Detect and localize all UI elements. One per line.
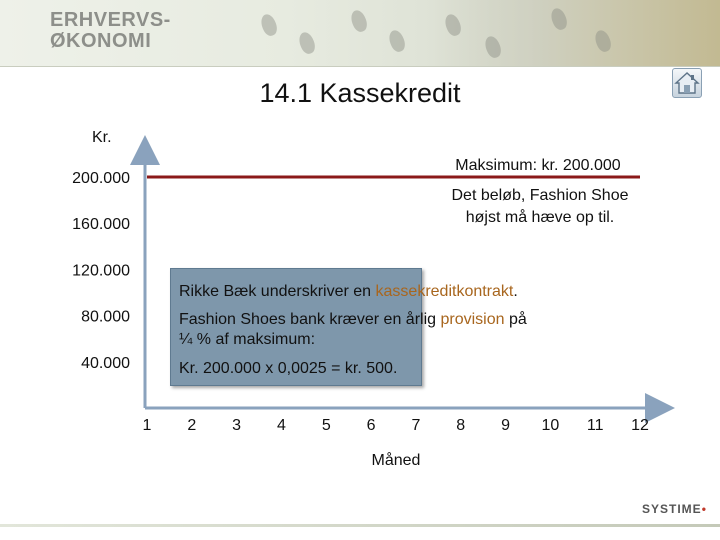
provision-highlight: provision [440,311,505,328]
footer-divider [0,524,720,527]
y-tick-label: 160.000 [72,216,130,234]
infobox-line-2-end: på [504,311,527,328]
infobox-line-2-text: Fashion Shoes bank kræver en årlig [179,311,441,328]
x-tick-label: 2 [187,417,197,434]
x-axis-label: Måned [371,452,421,469]
limit-desc-line-1: Det beløb, Fashion Shoe [451,187,629,204]
x-tick-label: 4 [277,417,286,434]
systime-wordmark: SYSTIME [642,502,702,516]
logo-line-2: ØKONOMI [50,30,152,52]
x-tick-label: 5 [321,417,331,434]
x-tick-label: 11 [586,417,604,434]
y-tick-label: 80.000 [81,308,130,326]
x-tick-label: 6 [366,417,376,434]
limit-desc-line-2: højst må hæve op til. [465,209,615,226]
infobox-line-3: ¼ % af maksimum: [179,331,316,348]
x-tick-label: 1 [142,417,152,434]
x-tick-label: 7 [411,417,421,434]
infobox-line-1-text: Rikke Bæk underskriver en [179,283,376,300]
y-tick-labels [72,170,130,372]
x-tick-labels [143,417,649,434]
systime-logo [642,502,707,516]
x-tick-label: 9 [501,417,510,434]
y-tick-label: 200.000 [72,170,130,187]
x-tick-label: 12 [631,417,649,434]
logo-line-1: ERHVERVS- [50,9,171,31]
infobox-line-1-end: . [513,283,518,300]
y-tick-label: 120.000 [72,262,130,280]
limit-title-annotation: Maksimum: kr. 200.000 [455,157,621,174]
x-tick-label: 8 [456,417,466,434]
y-axis-label: Kr. [92,129,112,146]
y-tick-label: 40.000 [81,354,130,372]
infobox-line-1 [179,282,518,302]
slide-title: 14.1 Kassekredit [259,78,461,108]
x-tick-label: 3 [232,417,242,434]
infobox-line-2 [179,310,527,330]
infobox-line-4: Kr. 200.000 x 0,0025 = kr. 500. [179,360,398,377]
x-tick-label: 10 [541,417,560,434]
kassekreditkontrakt-highlight: kassekreditkontrakt [375,283,514,300]
systime-dot: • [701,502,707,516]
